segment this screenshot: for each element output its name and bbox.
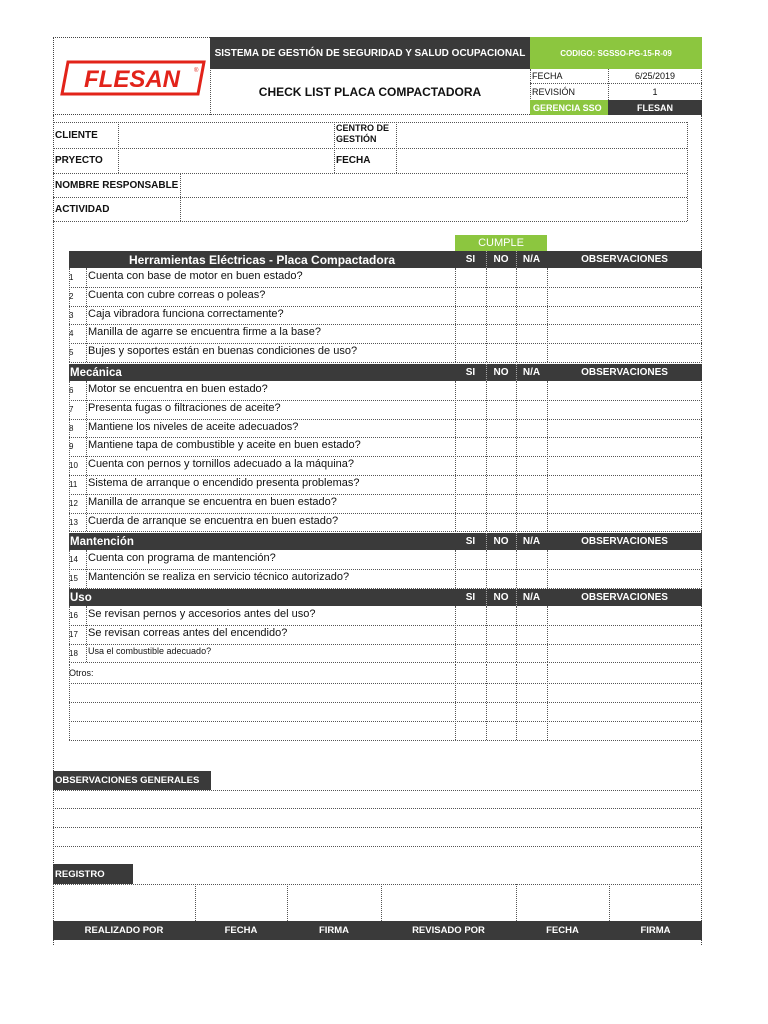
col-no-header: NO xyxy=(493,592,509,603)
check-cell-na[interactable] xyxy=(517,626,546,643)
registro-column-header: REVISADO POR xyxy=(381,921,516,940)
check-cell-no[interactable] xyxy=(487,626,515,643)
question-text: Usa el combustible adecuado? xyxy=(88,645,212,656)
proyecto-field[interactable] xyxy=(119,149,333,172)
col-observaciones-header: OBSERVACIONES xyxy=(581,367,668,378)
check-cell-obs[interactable] xyxy=(548,325,701,342)
centro-gestion-line1: CENTRO DE xyxy=(336,123,390,133)
document-code: CODIGO: SGSSO-PG-15-R-09 xyxy=(530,37,702,69)
check-cell-si[interactable] xyxy=(456,645,485,662)
check-cell-si[interactable] xyxy=(456,626,485,643)
check-cell-obs[interactable] xyxy=(548,401,701,418)
question-text: Cuerda de arranque se encuentra en buen estado? xyxy=(88,514,339,527)
question-text: Motor se encuentra en buen estado? xyxy=(88,383,268,395)
check-cell-na[interactable] xyxy=(517,269,546,286)
check-cell-si[interactable] xyxy=(456,382,485,399)
registro-column-header: REALIZADO POR xyxy=(53,921,195,940)
centro-gestion-label xyxy=(336,123,396,147)
check-cell-na[interactable] xyxy=(517,551,546,568)
registro-field[interactable] xyxy=(288,885,380,920)
col-na-header: N/A xyxy=(522,367,541,378)
check-cell-no[interactable] xyxy=(487,401,515,418)
system-title: SISTEMA DE GESTIÓN DE SEGURIDAD Y SALUD OCUPACIONAL xyxy=(210,37,530,69)
question-number: 1 xyxy=(69,273,74,282)
col-si-header: SI xyxy=(465,367,476,378)
check-cell-no[interactable] xyxy=(487,495,515,512)
question-text: Mantiene tapa de combustible y aceite en buen estado? xyxy=(88,439,361,452)
revision-value: 1 xyxy=(652,86,658,97)
question-number: 7 xyxy=(69,404,74,414)
check-cell-no[interactable] xyxy=(487,476,515,493)
check-cell-si[interactable] xyxy=(456,307,485,324)
fecha-value: 6/25/2019 xyxy=(634,71,676,81)
check-cell-obs[interactable] xyxy=(548,382,701,399)
question-number: 2 xyxy=(69,291,74,301)
logo-mark: ® xyxy=(194,68,199,74)
registro-field[interactable] xyxy=(610,885,701,920)
section-title-mantencion: Mantención xyxy=(70,535,134,548)
check-cell-no[interactable] xyxy=(487,607,515,624)
col-si-header: SI xyxy=(465,536,476,547)
question-text: Sistema de arranque o encendido presenta problemas? xyxy=(88,477,360,489)
check-cell-na[interactable] xyxy=(517,325,546,342)
proyecto-label: PRYECTO xyxy=(55,155,103,166)
col-no-header: NO xyxy=(493,367,509,378)
question-number: 14 xyxy=(69,555,78,564)
check-cell-obs[interactable] xyxy=(548,344,701,361)
centro-gestion-field[interactable] xyxy=(397,123,686,147)
observaciones-generales-label: OBSERVACIONES GENERALES xyxy=(53,771,211,790)
question-number: 3 xyxy=(69,310,74,320)
question-text: Manilla de arranque se encuentra en buen estado? xyxy=(88,495,337,508)
col-na-header: N/A xyxy=(522,254,541,265)
cumple-header: CUMPLE xyxy=(455,235,547,251)
check-cell-na[interactable] xyxy=(517,438,546,455)
question-text: Se revisan pernos y accesorios antes del uso? xyxy=(88,608,316,620)
question-text: Cuenta con programa de mantención? xyxy=(88,552,276,564)
revision-label: REVISIÓN xyxy=(532,86,576,97)
col-observaciones-header: OBSERVACIONES xyxy=(581,254,668,265)
question-number: 5 xyxy=(69,348,74,358)
registro-field[interactable] xyxy=(196,885,286,920)
check-cell-na[interactable] xyxy=(517,288,546,305)
question-number: 13 xyxy=(69,517,78,527)
col-si-header: SI xyxy=(465,254,476,265)
question-number: 10 xyxy=(69,461,78,471)
section-title-herramientas: Herramientas Eléctricas - Placa Compactadora xyxy=(128,252,396,267)
section-title-mecanica: Mecánica xyxy=(70,366,122,379)
otros-row[interactable] xyxy=(70,665,454,682)
question-text: Cuenta con pernos y tornillos adecuado a la máquina? xyxy=(88,458,355,471)
check-cell-no[interactable] xyxy=(487,307,515,324)
gerencia-value: FLESAN xyxy=(608,100,702,115)
check-cell-no[interactable] xyxy=(487,514,515,531)
check-cell-si[interactable] xyxy=(456,514,485,531)
col-na-header: N/A xyxy=(522,592,541,603)
observaciones-generales-field[interactable] xyxy=(54,791,701,846)
question-text: Cuenta con cubre correas o poleas? xyxy=(88,288,266,301)
check-cell-obs[interactable] xyxy=(548,495,701,512)
check-cell-no[interactable] xyxy=(487,457,515,474)
question-number: 4 xyxy=(69,329,74,339)
question-number: 6 xyxy=(69,386,74,395)
question-text: Mantención se realiza en servicio técnico autorizado? xyxy=(88,570,350,583)
check-cell-na[interactable] xyxy=(517,420,546,437)
check-cell-si[interactable] xyxy=(456,344,485,361)
question-number: 16 xyxy=(69,611,78,620)
col-na-header: N/A xyxy=(522,536,541,547)
registro-field[interactable] xyxy=(517,885,608,920)
check-cell-na[interactable] xyxy=(517,382,546,399)
check-cell-no[interactable] xyxy=(487,570,515,587)
actividad-label: ACTIVIDAD xyxy=(55,203,110,215)
question-number: 8 xyxy=(69,423,74,433)
check-cell-na[interactable] xyxy=(517,307,546,324)
check-cell-si[interactable] xyxy=(456,607,485,624)
check-cell-obs[interactable] xyxy=(548,626,701,643)
registro-label: REGISTRO xyxy=(53,864,133,884)
question-text: Se revisan correas antes del encendido? xyxy=(88,626,288,639)
section-title-uso: Uso xyxy=(70,591,92,604)
otros-row[interactable] xyxy=(70,722,454,739)
document-title: CHECK LIST PLACA COMPACTADORA xyxy=(258,85,482,99)
check-cell-obs[interactable] xyxy=(548,420,701,437)
check-cell-na[interactable] xyxy=(517,495,546,512)
check-cell-si[interactable] xyxy=(456,570,485,587)
check-cell-no[interactable] xyxy=(487,645,515,662)
question-number: 15 xyxy=(69,573,78,583)
check-cell-obs[interactable] xyxy=(548,438,701,455)
question-text: Manilla de agarre se encuentra firme a la base? xyxy=(88,326,321,339)
check-cell-no[interactable] xyxy=(487,269,515,286)
check-cell-obs[interactable] xyxy=(548,269,701,286)
check-cell-na[interactable] xyxy=(517,645,546,662)
check-cell-no[interactable] xyxy=(487,325,515,342)
check-cell-si[interactable] xyxy=(456,457,485,474)
registro-column-header: FECHA xyxy=(195,921,287,940)
check-cell-no[interactable] xyxy=(487,551,515,568)
check-cell-si[interactable] xyxy=(456,401,485,418)
check-cell-si[interactable] xyxy=(456,438,485,455)
check-cell-na[interactable] xyxy=(517,476,546,493)
fecha-info-label: FECHA xyxy=(336,155,371,166)
question-text: Presenta fugas o filtraciones de aceite? xyxy=(88,401,281,414)
check-cell-no[interactable] xyxy=(487,288,515,305)
check-cell-si[interactable] xyxy=(456,476,485,493)
check-cell-na[interactable] xyxy=(517,457,546,474)
col-observaciones-header: OBSERVACIONES xyxy=(581,536,668,547)
check-cell-obs[interactable] xyxy=(548,514,701,531)
check-cell-si[interactable] xyxy=(456,420,485,437)
cliente-label: CLIENTE xyxy=(55,129,98,141)
check-cell-obs[interactable] xyxy=(548,607,701,624)
question-text: Cuenta con base de motor en buen estado? xyxy=(88,270,303,282)
gerencia-label: GERENCIA SSO xyxy=(530,100,608,115)
check-cell-obs[interactable] xyxy=(548,570,701,587)
check-cell-no[interactable] xyxy=(487,420,515,437)
fecha-label: FECHA xyxy=(532,71,563,81)
check-cell-na[interactable] xyxy=(517,401,546,418)
question-number: 9 xyxy=(69,442,74,452)
check-cell-obs[interactable] xyxy=(548,288,701,305)
check-cell-no[interactable] xyxy=(487,344,515,361)
registro-field[interactable] xyxy=(54,885,194,920)
registro-column-header: FIRMA xyxy=(609,921,702,940)
question-number: 12 xyxy=(69,498,78,508)
check-cell-na[interactable] xyxy=(517,514,546,531)
check-cell-si[interactable] xyxy=(456,288,485,305)
question-number: 17 xyxy=(69,629,78,639)
col-no-header: NO xyxy=(493,254,509,265)
actividad-field[interactable] xyxy=(181,198,686,220)
registro-column-header: FECHA xyxy=(516,921,609,940)
question-number: 18 xyxy=(69,648,78,658)
flesan-logo xyxy=(60,60,206,96)
col-no-header: NO xyxy=(493,536,509,547)
question-number: 11 xyxy=(69,480,78,489)
fecha-info-field[interactable] xyxy=(397,149,686,172)
question-text: Mantiene los niveles de aceite adecuados? xyxy=(88,420,299,433)
check-cell-si[interactable] xyxy=(456,551,485,568)
otros-row[interactable] xyxy=(70,684,454,701)
question-text: Bujes y soportes están en buenas condiciones de uso? xyxy=(88,345,358,358)
check-cell-no[interactable] xyxy=(487,438,515,455)
logo-text: FLESAN xyxy=(84,66,180,93)
cliente-field[interactable] xyxy=(119,123,333,147)
question-text: Caja vibradora funciona correctamente? xyxy=(88,307,284,320)
check-cell-no[interactable] xyxy=(487,382,515,399)
check-cell-obs[interactable] xyxy=(548,645,701,662)
check-cell-obs[interactable] xyxy=(548,551,701,568)
check-cell-na[interactable] xyxy=(517,607,546,624)
nombre-responsable-field[interactable] xyxy=(181,174,686,196)
col-si-header: SI xyxy=(465,592,476,603)
check-cell-obs[interactable] xyxy=(548,307,701,324)
col-observaciones-header: OBSERVACIONES xyxy=(581,592,668,603)
otros-label: Otros: xyxy=(69,668,94,678)
registro-column-header: FIRMA xyxy=(287,921,381,940)
check-cell-obs[interactable] xyxy=(548,476,701,493)
registro-field[interactable] xyxy=(382,885,515,920)
check-cell-na[interactable] xyxy=(517,344,546,361)
check-cell-si[interactable] xyxy=(456,495,485,512)
check-cell-na[interactable] xyxy=(517,570,546,587)
check-cell-obs[interactable] xyxy=(548,457,701,474)
check-cell-si[interactable] xyxy=(456,325,485,342)
check-cell-si[interactable] xyxy=(456,269,485,286)
otros-row[interactable] xyxy=(70,703,454,720)
centro-gestion-line2: GESTIÓN xyxy=(336,134,377,144)
nombre-responsable-label: NOMBRE RESPONSABLE xyxy=(55,179,179,191)
